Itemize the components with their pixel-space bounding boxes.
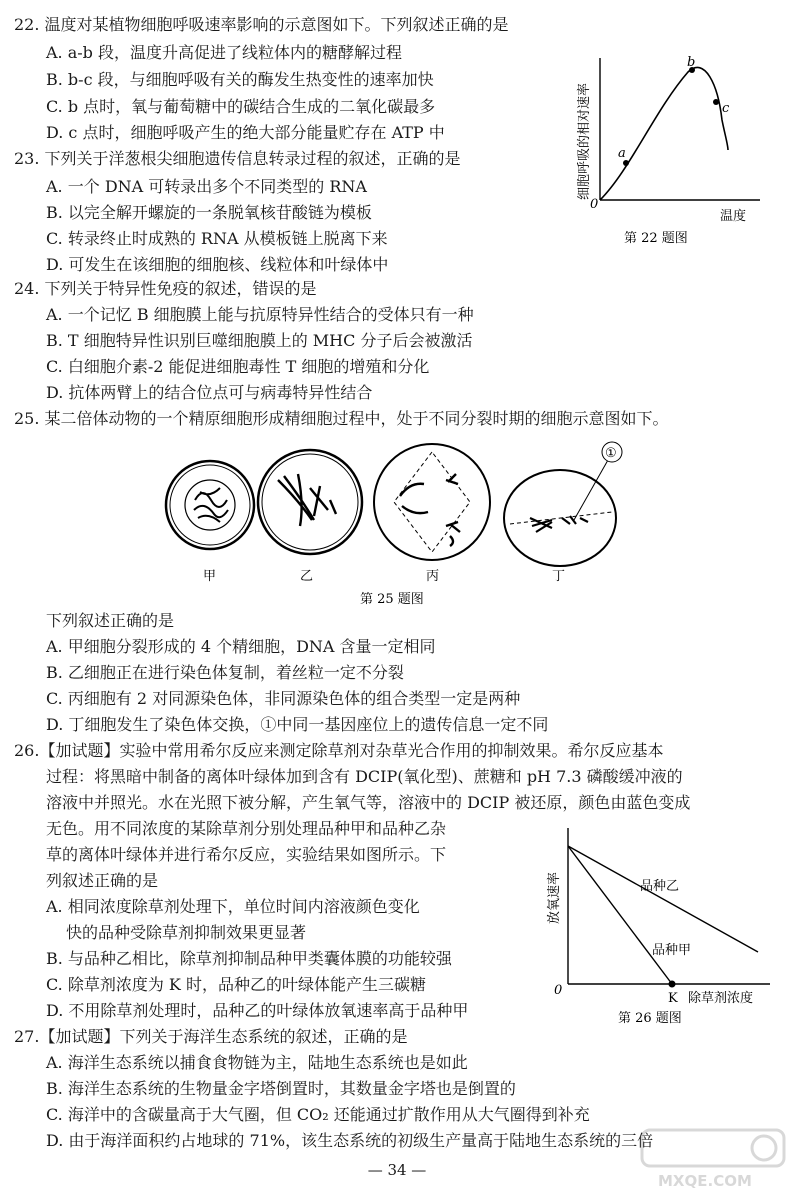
q27-option-c: C. 海洋中的含碳量高于大气圈，但 CO₂ 还能通过扩散作用从大气圈得到补充 — [46, 1105, 590, 1124]
q26-k-label: K — [668, 991, 678, 1006]
cell-label-bing: 丙 — [426, 569, 440, 584]
cell-ding — [504, 442, 622, 566]
q24-option-d: D. 抗体两臂上的结合位点可与病毒特异性结合 — [46, 383, 373, 402]
q27-option-b: B. 海洋生态系统的生物量金字塔倒置时，其数量金字塔也是倒置的 — [46, 1079, 516, 1098]
q25-option-d: D. 丁细胞发生了染色体交换，①中同一基因座位上的遗传信息一定不同 — [46, 715, 549, 734]
q22-label-b: b — [687, 55, 696, 70]
q22-option-c: C. b 点时，氧与葡萄糖中的碳结合生成的二氧化碳最多 — [46, 97, 436, 116]
q22-option-d: D. c 点时，细胞呼吸产生的绝大部分能量贮存在 ATP 中 — [46, 123, 445, 142]
q22-point-c — [713, 99, 719, 105]
q26-option-c: C. 除草剂浓度为 K 时，品种乙的叶绿体能产生三碳糖 — [46, 975, 426, 994]
q22-figure — [560, 50, 790, 250]
q23-option-b: B. 以完全解开螺旋的一条脱氧核苷酸链为模板 — [46, 203, 372, 222]
q26-xlabel: 除草剂浓度 — [688, 991, 754, 1006]
q26-figure — [540, 824, 790, 1024]
q22-stem: 22. 温度对某植物细胞呼吸速率影响的示意图如下。下列叙述正确的是 — [14, 15, 509, 34]
q25-caption: 第 25 题图 — [360, 592, 424, 607]
q26-stem-line2: 过程：将黑暗中制备的离体叶绿体加到含有 DCIP(氧化型)、蔗糖和 pH 7.3 磷酸缓冲液的 — [46, 767, 683, 786]
q26-stem-line3: 溶液中并照光。水在光照下被分解，产生氧气等，溶液中的 DCIP 被还原，颜色由蓝色变成 — [46, 793, 691, 812]
cell-label-ding: 丁 — [552, 569, 566, 584]
q26-option-b: B. 与品种乙相比，除草剂抑制品种甲类囊体膜的功能较强 — [46, 949, 452, 968]
q23-option-d: D. 可发生在该细胞的细胞核、线粒体和叶绿体中 — [46, 255, 389, 274]
cell-label-jia: 甲 — [203, 569, 217, 584]
q25-prompt: 下列叙述正确的是 — [46, 611, 175, 630]
q22-label-c: c — [722, 101, 730, 116]
q22-option-b: B. b-c 段，与细胞呼吸有关的酶发生热变性的速率加快 — [46, 70, 434, 89]
q22-curve — [600, 67, 728, 200]
q22-origin: 0 — [590, 197, 599, 212]
q27-option-a: A. 海洋生态系统以捕食食物链为主，陆地生态系统也是如此 — [46, 1053, 468, 1072]
svg-text:MXQE.COM: MXQE.COM — [658, 1172, 752, 1190]
cell-jia — [166, 461, 254, 549]
q25-stem: 25. 某二倍体动物的一个精原细胞形成精细胞过程中，处于不同分裂时期的细胞示意图如下。 — [14, 409, 669, 428]
q26-option-a-line1: A. 相同浓度除草剂处理下，单位时间内溶液颜色变化 — [46, 897, 420, 916]
cell-yi — [258, 450, 362, 554]
q27-stem: 27.【加试题】下列关于海洋生态系统的叙述，正确的是 — [14, 1027, 408, 1046]
q26-ylabel: 放氧速率 — [547, 871, 562, 924]
page-number: — 34 — — [367, 1161, 427, 1179]
q24-stem: 24. 下列关于特异性免疫的叙述，错误的是 — [14, 279, 317, 298]
cell-bing — [374, 444, 490, 560]
q26-stem-line4: 无色。用不同浓度的某除草剂分别处理品种甲和品种乙杂 — [46, 819, 447, 838]
q22-label-a: a — [618, 146, 626, 161]
q24-option-a: A. 一个记忆 B 细胞膜上能与抗原特异性结合的受体只有一种 — [46, 305, 474, 324]
watermark-logo — [638, 1126, 788, 1194]
q25-option-b: B. 乙细胞正在进行染色体复制，着丝粒一定不分裂 — [46, 663, 404, 682]
q26-line-yi — [568, 846, 758, 952]
q26-point-k — [669, 981, 676, 988]
q26-series-jia: 品种甲 — [652, 943, 692, 958]
marker-pointer — [574, 460, 608, 520]
q25-option-a: A. 甲细胞分裂形成的 4 个精细胞，DNA 含量一定相同 — [46, 637, 436, 656]
q23-option-c: C. 转录终止时成熟的 RNA 从模板链上脱离下来 — [46, 229, 388, 248]
q26-stem-line6: 列叙述正确的是 — [46, 871, 159, 890]
q26-line-jia — [568, 846, 672, 984]
q23-option-a: A. 一个 DNA 可转录出多个不同类型的 RNA — [46, 177, 367, 196]
q24-option-b: B. T 细胞特异性识别巨噬细胞膜上的 MHC 分子后会被激活 — [46, 331, 473, 350]
q24-option-c: C. 白细胞介素-2 能促进细胞毒性 T 细胞的增殖和分化 — [46, 357, 430, 376]
cell-label-yi: 乙 — [300, 569, 314, 584]
q25-option-c: C. 丙细胞有 2 对同源染色体，非同源染色体的组合类型一定是两种 — [46, 689, 521, 708]
q25-figure — [150, 440, 650, 610]
q22-caption: 第 22 题图 — [624, 231, 688, 246]
q23-stem: 23. 下列关于洋葱根尖细胞遗传信息转录过程的叙述，正确的是 — [14, 149, 461, 168]
q26-stem-line1: 26.【加试题】实验中常用希尔反应来测定除草剂对杂草光合作用的抑制效果。希尔反应基本 — [14, 741, 664, 760]
marker-label: ① — [605, 446, 617, 461]
q26-origin: 0 — [554, 983, 563, 998]
q22-option-a: A. a-b 段，温度升高促进了线粒体内的糖酵解过程 — [46, 43, 403, 62]
q26-series-yi: 品种乙 — [640, 879, 680, 894]
q22-ylabel: 细胞呼吸的相对速率 — [577, 82, 592, 200]
q26-option-a-line2: 快的品种受除草剂抑制效果更显著 — [66, 923, 307, 942]
q27-option-d: D. 由于海洋面积约占地球的 71%，该生态系统的初级生产量高于陆地生态系统的三倍 — [46, 1131, 654, 1150]
q26-option-d: D. 不用除草剂处理时，品种乙的叶绿体放氧速率高于品种甲 — [46, 1001, 469, 1020]
q26-caption: 第 26 题图 — [618, 1011, 682, 1024]
q22-xlabel: 温度 — [720, 209, 747, 224]
q26-stem-line5: 草的离体叶绿体并进行希尔反应，实验结果如图所示。下 — [46, 845, 447, 864]
